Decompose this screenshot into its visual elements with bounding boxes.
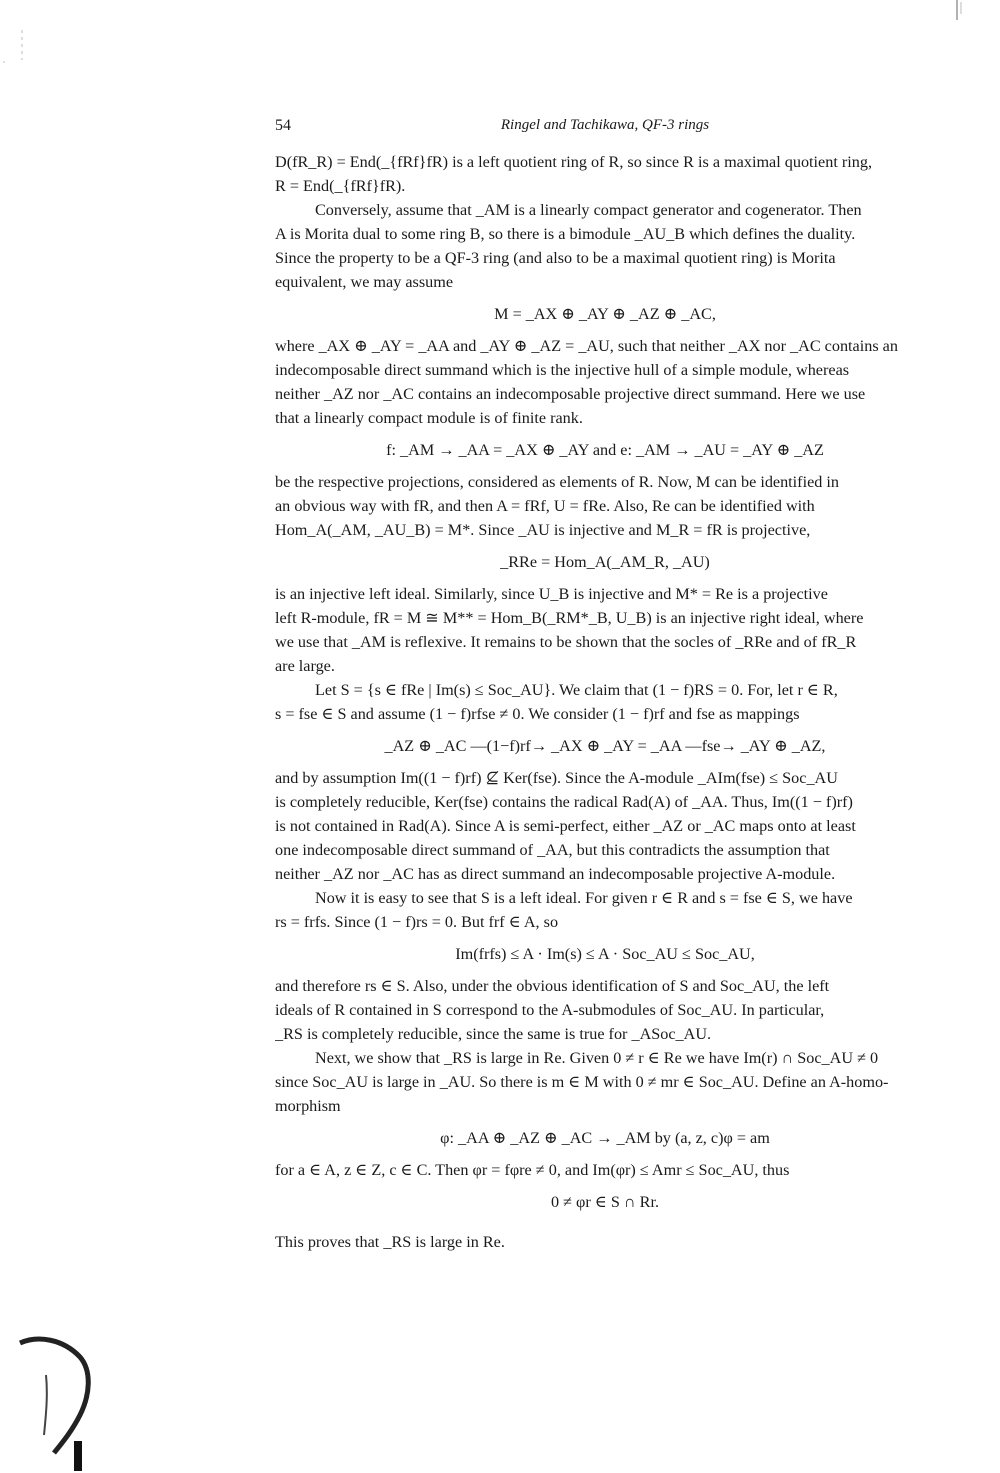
text-line: be the respective projections, considered as elements of R. Now, M can be identified in [275,473,839,491]
text-line: rs = frfs. Since (1 − f)rs = 0. But frf ∈ A, so [275,913,559,931]
display-equation: φ: _AA ⊕ _AZ ⊕ _AC → _AM by (a, z, c)φ = am [440,1129,770,1147]
text-line: Since the property to be a QF-3 ring (and also to be a maximal quotient ring) is Morita [275,249,836,267]
text-line: an obvious way with fR, and then A = fRf, U = fRe. Also, Re can be identified with [275,497,815,515]
text-line: neither _AZ nor _AC has as direct summand an indecomposable projective A-module. [275,865,836,883]
display-equation: M = _AX ⊕ _AY ⊕ _AZ ⊕ _AC, [494,305,716,323]
text-line: A is Morita dual to some ring B, so there is a bimodule _AU_B which defines the duality. [275,225,856,243]
text-line: Hom_A(_AM, _AU_B) = M*. Since _AU is injective and M_R = fR is projective, [275,521,811,539]
text-line: R = End(_{fRf}fR). [275,177,406,195]
scan-artifact-icon [18,1335,108,1473]
text-line: is an injective left ideal. Similarly, since U_B is injective and M* = Re is a projective [275,585,828,603]
text-line: left R-module, fR = M ≅ M** = Hom_B(_RM*_B, U_B) is an injective right ideal, where [275,609,864,627]
display-equation: _AZ ⊕ _AC —(1−f)rf→ _AX ⊕ _AY = _AA —fse→ _AY ⊕ _AZ, [384,737,826,755]
paragraph-start: Conversely, assume that _AM is a linearly compact generator and cogenerator. Then [315,201,862,219]
page-header [275,117,935,141]
page-number: 54 [275,117,291,134]
text-line: ideals of R contained in S correspond to the A-submodules of Soc_AU. In particular, [275,1001,825,1019]
display-equation: f: _AM → _AA = _AX ⊕ _AY and e: _AM → _AU = _AY ⊕ _AZ [386,441,824,459]
display-equation: Im(frfs) ≤ A · Im(s) ≤ A · Soc_AU ≤ Soc_AU, [455,945,755,963]
text-line: is not contained in Rad(A). Since A is semi-perfect, either _AZ or _AC maps onto at least [275,817,856,835]
text-line: and by assumption Im((1 − f)rf) ⊈ Ker(fse). Since the A-module _AIm(fse) ≤ Soc_AU [275,769,838,787]
text-line: we use that _AM is reflexive. It remains to be shown that the socles of _RRe and of fR_R [275,633,857,651]
display-equation: 0 ≠ φr ∈ S ∩ Rr. [550,1193,659,1211]
text-line: that a linearly compact module is of finite rank. [275,409,583,427]
text-line: since Soc_AU is large in _AU. So there is m ∈ M with 0 ≠ mr ∈ Soc_AU. Define an A-homo- [275,1073,889,1091]
display-equation: _RRe = Hom_A(_AM_R, _AU) [500,553,710,571]
text-line: neither _AZ nor _AC contains an indecomposable projective direct summand. Here we use [275,385,866,403]
text-line: morphism [275,1097,341,1115]
text-line: _RS is completely reducible, since the same is true for _ASoc_AU. [275,1025,712,1043]
body-text [275,150,935,1254]
paragraph-start: Next, we show that _RS is large in Re. Given 0 ≠ r ∈ Re we have Im(r) ∩ Soc_AU ≠ 0 [315,1049,879,1067]
text-line: s = fse ∈ S and assume (1 − f)rfse ≠ 0. We consider (1 − f)rf and fse as mappings [275,705,800,723]
text-line: This proves that _RS is large in Re. [275,1233,505,1251]
text-line: indecomposable direct summand which is the injective hull of a simple module, whereas [275,361,850,379]
text-line: D(fR_R) = End(_{fRf}fR) is a left quotient ring of R, so since R is a maximal quotient ring, [275,153,872,171]
running-title: Ringel and Tachikawa, QF-3 rings [500,117,710,133]
text-line: one indecomposable direct summand of _AA, but this contradicts the assumption that [275,841,830,859]
text-line: and therefore rs ∈ S. Also, under the obvious identification of S and Soc_AU, the left [275,977,830,995]
scan-artifact-icon [953,0,965,22]
text-line: is completely reducible, Ker(fse) contains the radical Rad(A) of _AA. Thus, Im((1 − f)rf) [275,793,853,811]
paragraph-start: Let S = {s ∈ fRe | Im(s) ≤ Soc_AU}. We claim that (1 − f)RS = 0. For, let r ∈ R, [315,681,838,699]
text-line: equivalent, we may assume [275,273,454,291]
paragraph-start: Now it is easy to see that S is a left ideal. For given r ∈ R and s = fse ∈ S, we have [315,889,853,907]
scan-artifact-icon [0,30,28,70]
text-line: for a ∈ A, z ∈ Z, c ∈ C. Then φr = fφre ≠ 0, and Im(φr) ≤ Amr ≤ Soc_AU, thus [275,1161,790,1179]
text-line: where _AX ⊕ _AY = _AA and _AY ⊕ _AZ = _AU, such that neither _AX nor _AC contains an [275,337,898,355]
text-line: are large. [275,657,335,675]
